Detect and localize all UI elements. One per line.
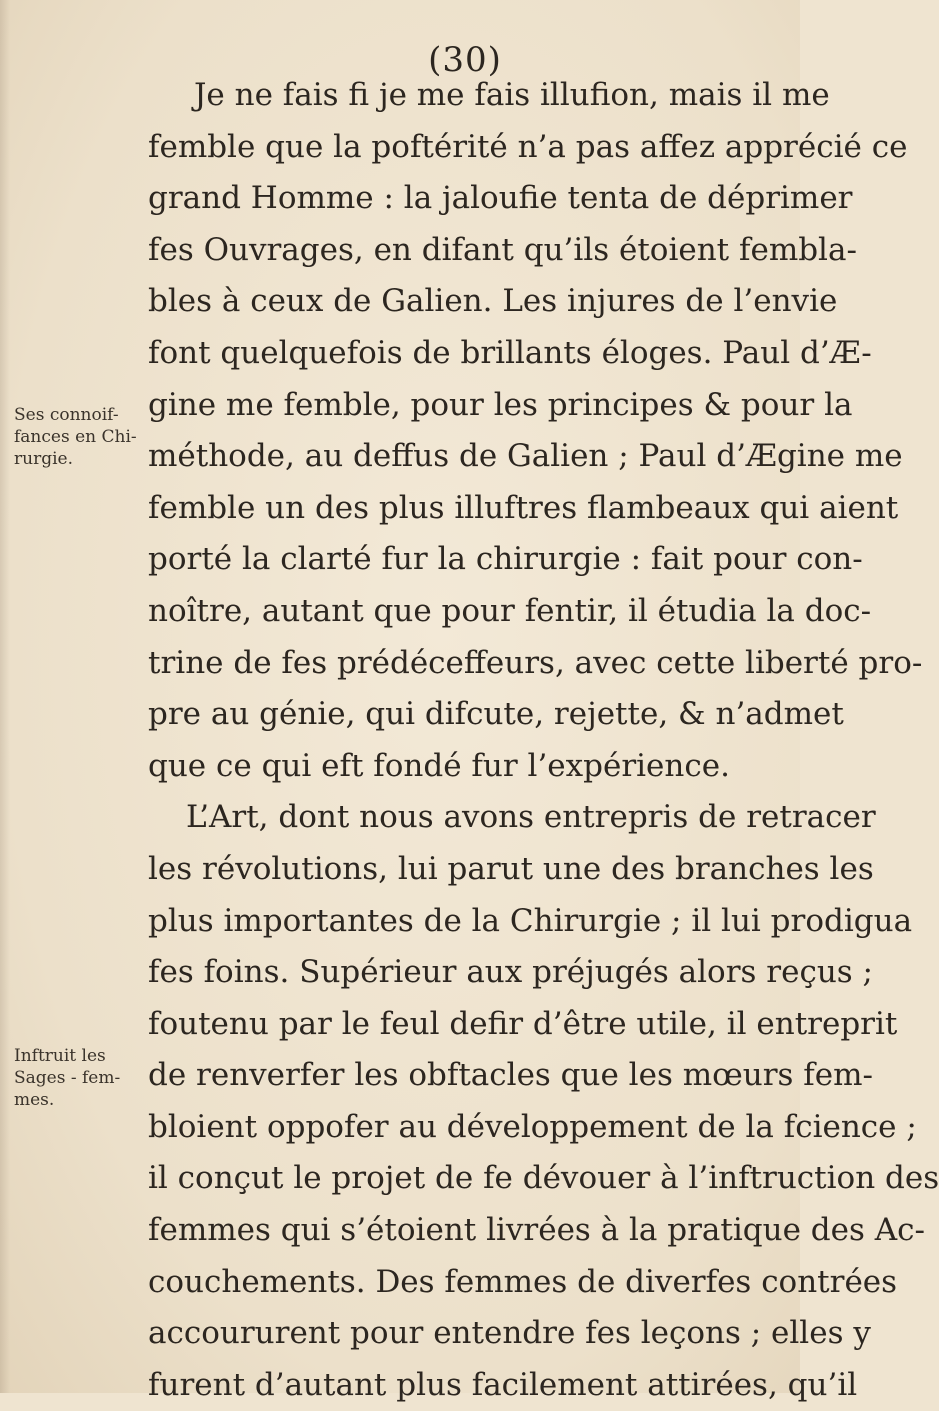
- text-line: couchements. Des femmes de diverfes contrées: [148, 1263, 898, 1300]
- margin-note-line: rurgie.: [14, 449, 73, 469]
- text-line: gine me femble, pour les principes & pour la: [148, 386, 853, 423]
- page-edge-shadow: [0, 0, 10, 1393]
- text-line: grand Homme : la jaloufie tenta de déprimer: [148, 180, 853, 217]
- text-line: bloient oppofer au développement de la fcience ;: [148, 1108, 917, 1145]
- margin-note-line: Ses connoif-: [14, 405, 119, 425]
- margin-note-line: mes.: [14, 1090, 55, 1110]
- text-line: méthode, au deffus de Galien ; Paul d’Ægine me: [148, 438, 903, 475]
- text-line: L’Art, dont nous avons entrepris de retracer: [186, 799, 876, 836]
- text-line: il conçut le projet de fe dévouer à l’inftruction des: [148, 1160, 939, 1197]
- text-line: femble que la poftérité n’a pas affez apprécié ce: [148, 128, 908, 165]
- text-line: furent d’autant plus facilement attirées, qu’il: [148, 1366, 858, 1403]
- text-line: de renverfer les obftacles que les mœurs fem-: [148, 1057, 873, 1094]
- margin-note-instructs-midwives: [14, 1045, 139, 1111]
- text-line: fes foins. Supérieur aux préjugés alors reçus ;: [148, 954, 873, 991]
- text-line: femmes qui s’étoient livrées à la pratique des Ac-: [148, 1212, 925, 1249]
- text-line: bles à ceux de Galien. Les injures de l’envie: [148, 283, 838, 320]
- margin-note-line: Inftruit les: [14, 1046, 106, 1066]
- margin-note-line: Sages - fem-: [14, 1068, 121, 1088]
- text-line: noître, autant que pour fentir, il étudia la doc-: [148, 592, 872, 629]
- text-line: font quelquefois de brillants éloges. Paul d’Æ-: [148, 334, 872, 371]
- text-line: fes Ouvrages, en difant qu’ils étoient fembla-: [148, 231, 857, 268]
- margin-note-surgical-knowledge: [14, 404, 139, 470]
- text-line: porté la clarté fur la chirurgie : fait pour con-: [148, 541, 863, 578]
- text-line: Je ne fais fi je me fais illufion, mais il me: [194, 77, 830, 113]
- text-line: que ce qui eft fondé fur l’expérience.: [148, 747, 730, 784]
- text-line: plus importantes de la Chirurgie ; il lui prodigua: [148, 902, 913, 939]
- text-line: les révolutions, lui parut une des branches les: [148, 850, 874, 887]
- text-line: foutenu par le feul defir d’être utile, il entreprit: [148, 1005, 898, 1042]
- page-number: (30): [428, 40, 502, 80]
- text-line: trine de fes prédéceffeurs, avec cette liberté pro-: [148, 644, 923, 681]
- text-line: accoururent pour entendre fes leçons ; elles y: [148, 1315, 871, 1352]
- main-text-block: [148, 70, 939, 1411]
- text-line: femble un des plus illuftres flambeaux qui aient: [148, 489, 899, 526]
- text-line: pre au génie, qui difcute, rejette, & n’admet: [148, 696, 844, 733]
- margin-note-line: fances en Chi-: [14, 427, 137, 447]
